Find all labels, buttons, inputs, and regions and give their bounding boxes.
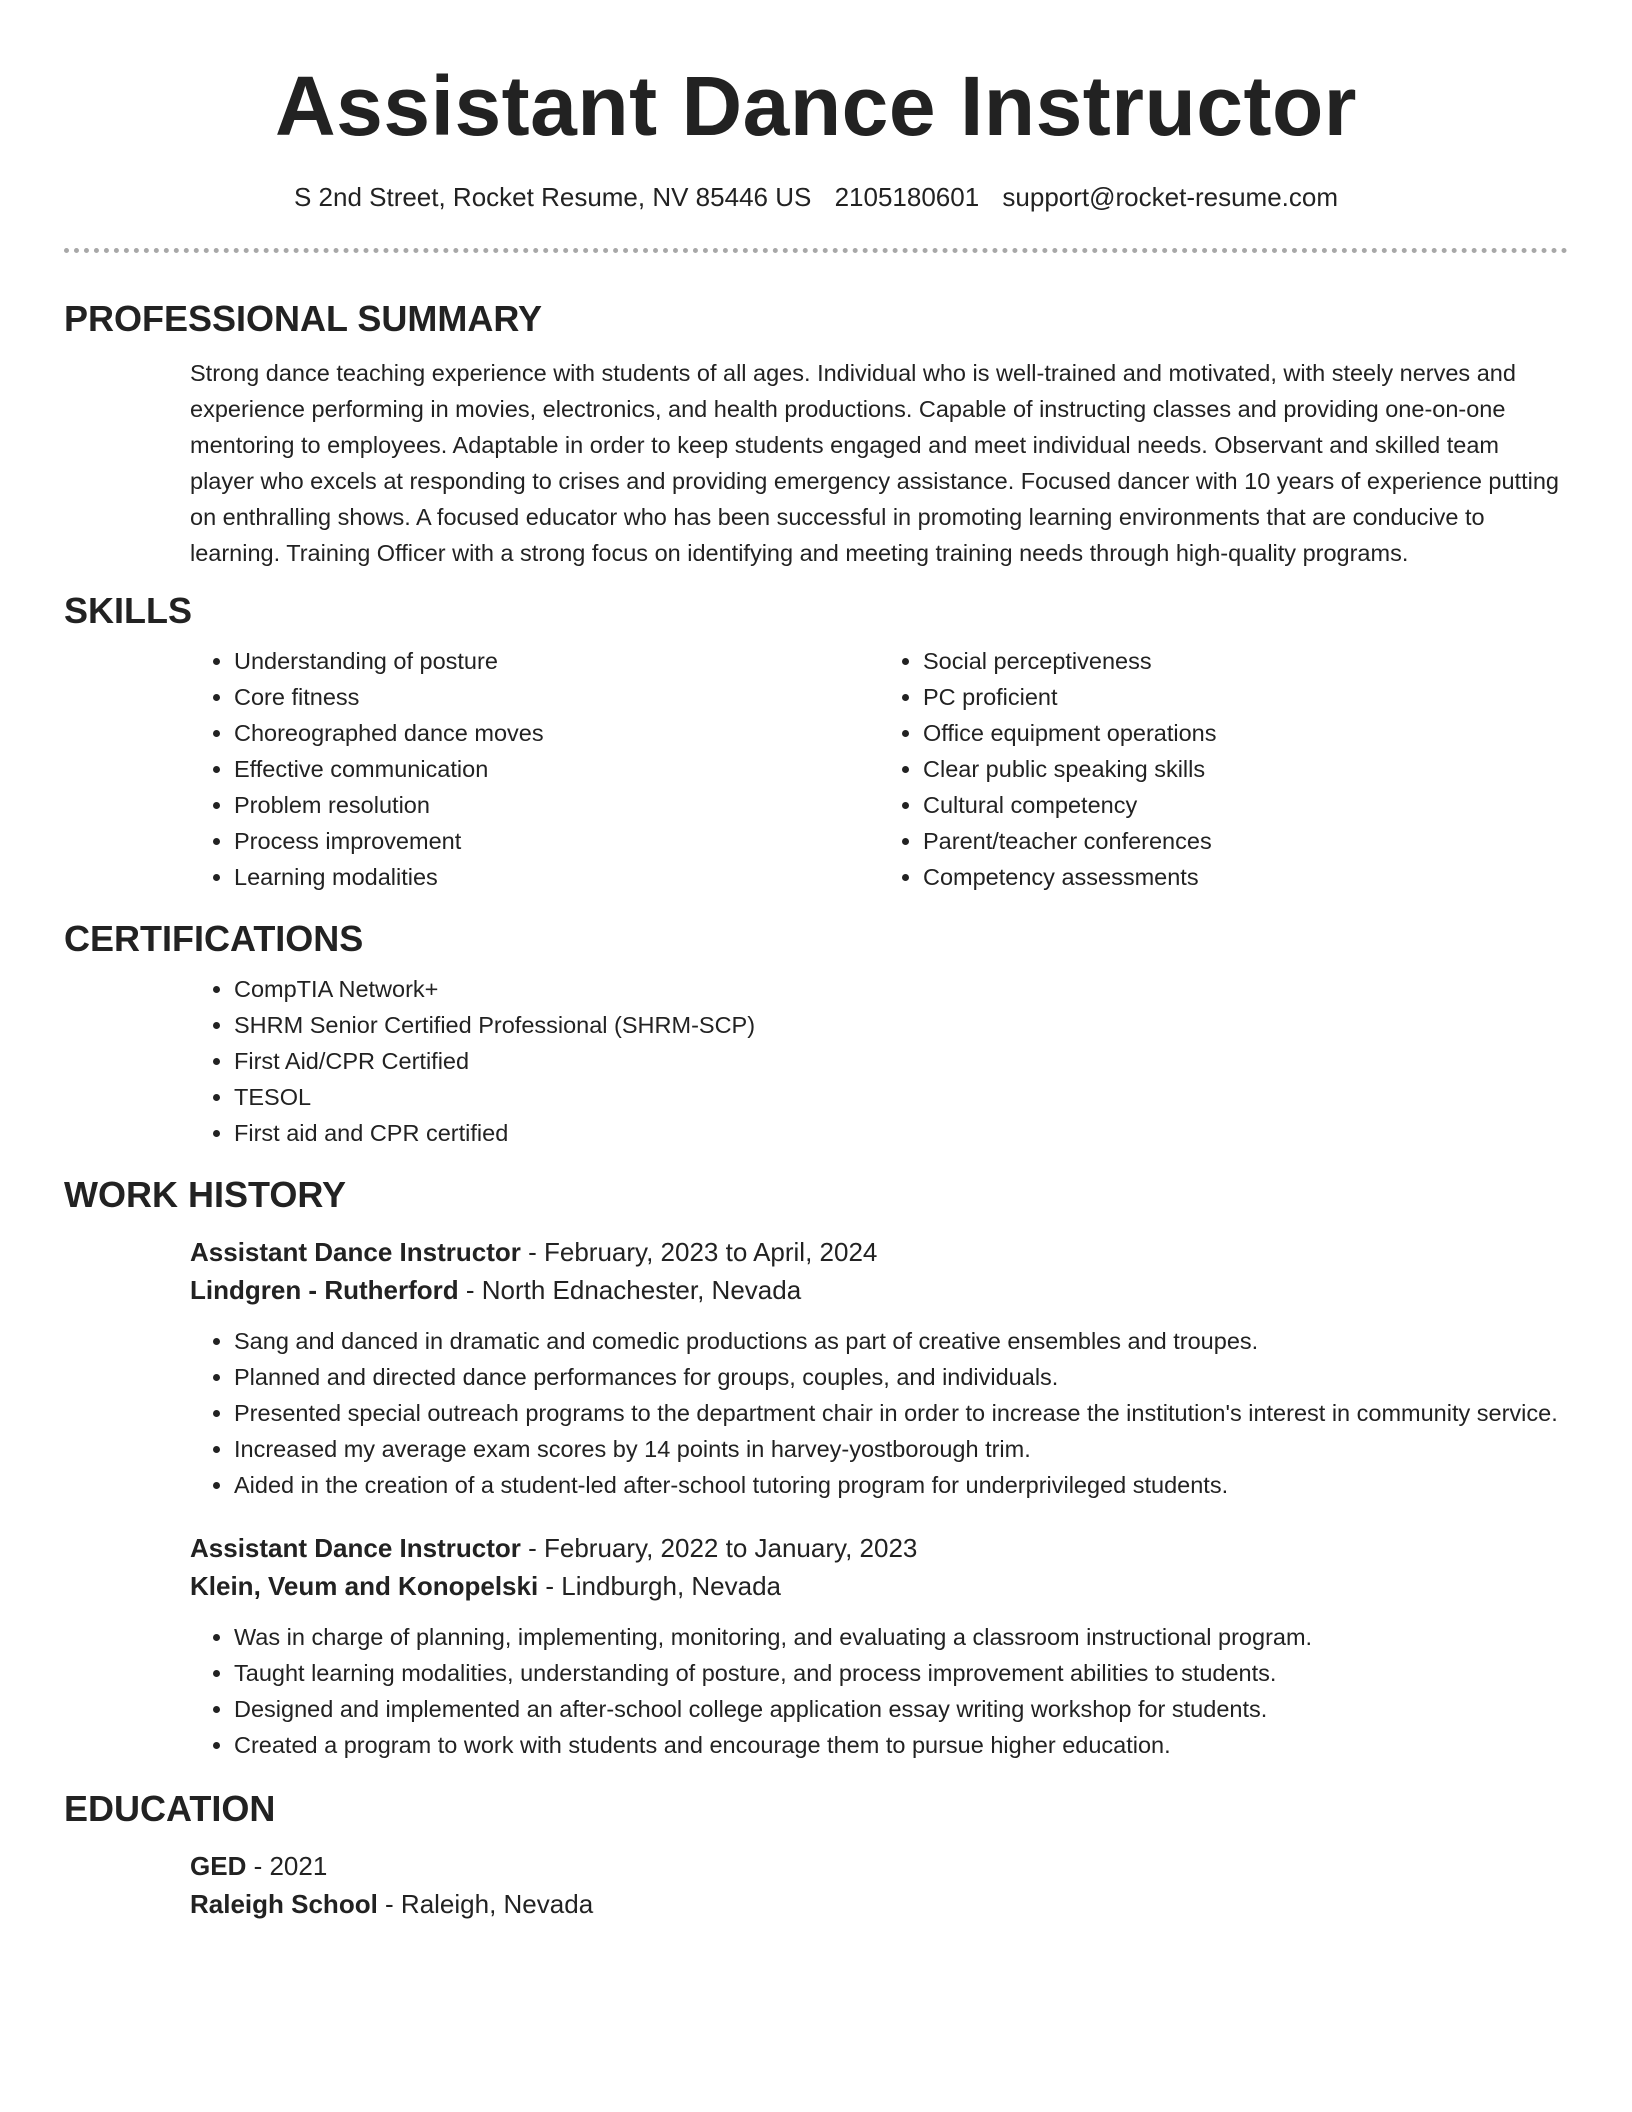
skill-item: • Understanding of posture xyxy=(234,643,879,679)
work-history-heading: WORK HISTORY xyxy=(64,1174,347,1215)
job-bullet: • Increased my average exam scores by 14 points in harvey-yostborough trim. xyxy=(234,1431,1568,1467)
certification-item: • First Aid/CPR Certified xyxy=(234,1043,1568,1079)
certifications-block xyxy=(190,971,1568,1151)
certification-item: • TESOL xyxy=(234,1079,1568,1115)
job-bullet: • Taught learning modalities, understanding of posture, and process improvement abilities to students. xyxy=(234,1655,1568,1691)
job-company-line xyxy=(190,1567,1568,1605)
summary-heading: PROFESSIONAL SUMMARY xyxy=(64,298,543,339)
certification-item: • SHRM Senior Certified Professional (SHRM-SCP) xyxy=(234,1007,1568,1043)
job-company: Lindgren - Rutherford xyxy=(190,1275,459,1305)
job-company-line xyxy=(190,1271,1568,1309)
skill-item: • Office equipment operations xyxy=(923,715,1568,751)
job-bullet-list xyxy=(190,1619,1568,1763)
job-role: Assistant Dance Instructor xyxy=(190,1533,521,1563)
skill-item: • Parent/teacher conferences xyxy=(923,823,1568,859)
education-degree-line xyxy=(190,1847,1568,1885)
skills-columns xyxy=(190,643,1568,895)
education-entry xyxy=(64,1847,1568,1923)
skills-heading: SKILLS xyxy=(64,590,193,631)
job-bullets xyxy=(190,1323,1568,1503)
skills-right-list xyxy=(879,643,1568,895)
certification-item: • First aid and CPR certified xyxy=(234,1115,1568,1151)
skill-item: • Clear public speaking skills xyxy=(923,751,1568,787)
job-location: - Lindburgh, Nevada xyxy=(538,1571,782,1601)
job-bullets xyxy=(190,1619,1568,1763)
job-bullet: • Presented special outreach programs to the department chair in order to increase the institution's interest in community service. xyxy=(234,1395,1568,1431)
job-entry xyxy=(64,1233,1568,1503)
job-bullet: • Aided in the creation of a student-led after-school tutoring program for underprivileged students. xyxy=(234,1467,1568,1503)
skill-item: • PC proficient xyxy=(923,679,1568,715)
certification-item: • CompTIA Network+ xyxy=(234,971,1568,1007)
job-entry xyxy=(64,1529,1568,1763)
education-degree: GED xyxy=(190,1851,247,1881)
job-dates: - February, 2022 to January, 2023 xyxy=(520,1533,918,1563)
phone-text: 2105180601 xyxy=(834,182,980,212)
skill-item: • Core fitness xyxy=(234,679,879,715)
education-location: - Raleigh, Nevada xyxy=(377,1889,594,1919)
education-school-line xyxy=(190,1885,1568,1923)
skill-item: • Learning modalities xyxy=(234,859,879,895)
skill-item: • Cultural competency xyxy=(923,787,1568,823)
skill-item: • Process improvement xyxy=(234,823,879,859)
skill-item: • Choreographed dance moves xyxy=(234,715,879,751)
job-bullet: • Was in charge of planning, implementing, monitoring, and evaluating a classroom instructional program. xyxy=(234,1619,1568,1655)
certifications-heading: CERTIFICATIONS xyxy=(64,918,364,959)
email-text: support@rocket-resume.com xyxy=(1002,182,1339,212)
job-dates: - February, 2023 to April, 2024 xyxy=(520,1237,878,1267)
education-school: Raleigh School xyxy=(190,1889,378,1919)
education-year: - 2021 xyxy=(246,1851,328,1881)
resume-name: Assistant Dance Instructor xyxy=(275,59,1357,153)
education-heading: EDUCATION xyxy=(64,1788,276,1829)
skills-left-list xyxy=(190,643,879,895)
job-bullet-list xyxy=(190,1323,1568,1503)
job-bullet: • Planned and directed dance performances for groups, couples, and individuals. xyxy=(234,1359,1568,1395)
job-bullet: • Designed and implemented an after-school college application essay writing workshop for students. xyxy=(234,1691,1568,1727)
job-bullet: • Created a program to work with students and encourage them to pursue higher education. xyxy=(234,1727,1568,1763)
summary-text: Strong dance teaching experience with students of all ages. Individual who is well-trained and motivated, with steely nerves and experience performing in movies, electronics, and health productions. Capable of instructing classes and providing one-on-one mentoring to employees. Adaptable in order to keep students engaged and meet individual needs. Observant and skilled team player who excels at responding to crises and providing emergency assistance. Focused dancer with 10 years of experience putting on enthralling shows. A focused educator who has been successful in promoting learning environments that are conducive to learning. Training Officer with a strong focus on identifying and meeting training needs through high-quality programs. xyxy=(190,360,1559,566)
job-location: - North Ednachester, Nevada xyxy=(458,1275,802,1305)
job-role: Assistant Dance Instructor xyxy=(190,1237,521,1267)
job-company: Klein, Veum and Konopelski xyxy=(190,1571,539,1601)
header-divider xyxy=(64,248,1568,253)
job-bullet: • Sang and danced in dramatic and comedic productions as part of creative ensembles and troupes. xyxy=(234,1323,1568,1359)
job-title-line xyxy=(190,1529,1568,1567)
certifications-list xyxy=(190,971,1568,1151)
skill-item: • Effective communication xyxy=(234,751,879,787)
skill-item: • Social perceptiveness xyxy=(923,643,1568,679)
contact-line xyxy=(64,180,1568,214)
address-text: S 2nd Street, Rocket Resume, NV 85446 US xyxy=(293,182,812,212)
job-title-line xyxy=(190,1233,1568,1271)
skill-item: • Problem resolution xyxy=(234,787,879,823)
skill-item: • Competency assessments xyxy=(923,859,1568,895)
